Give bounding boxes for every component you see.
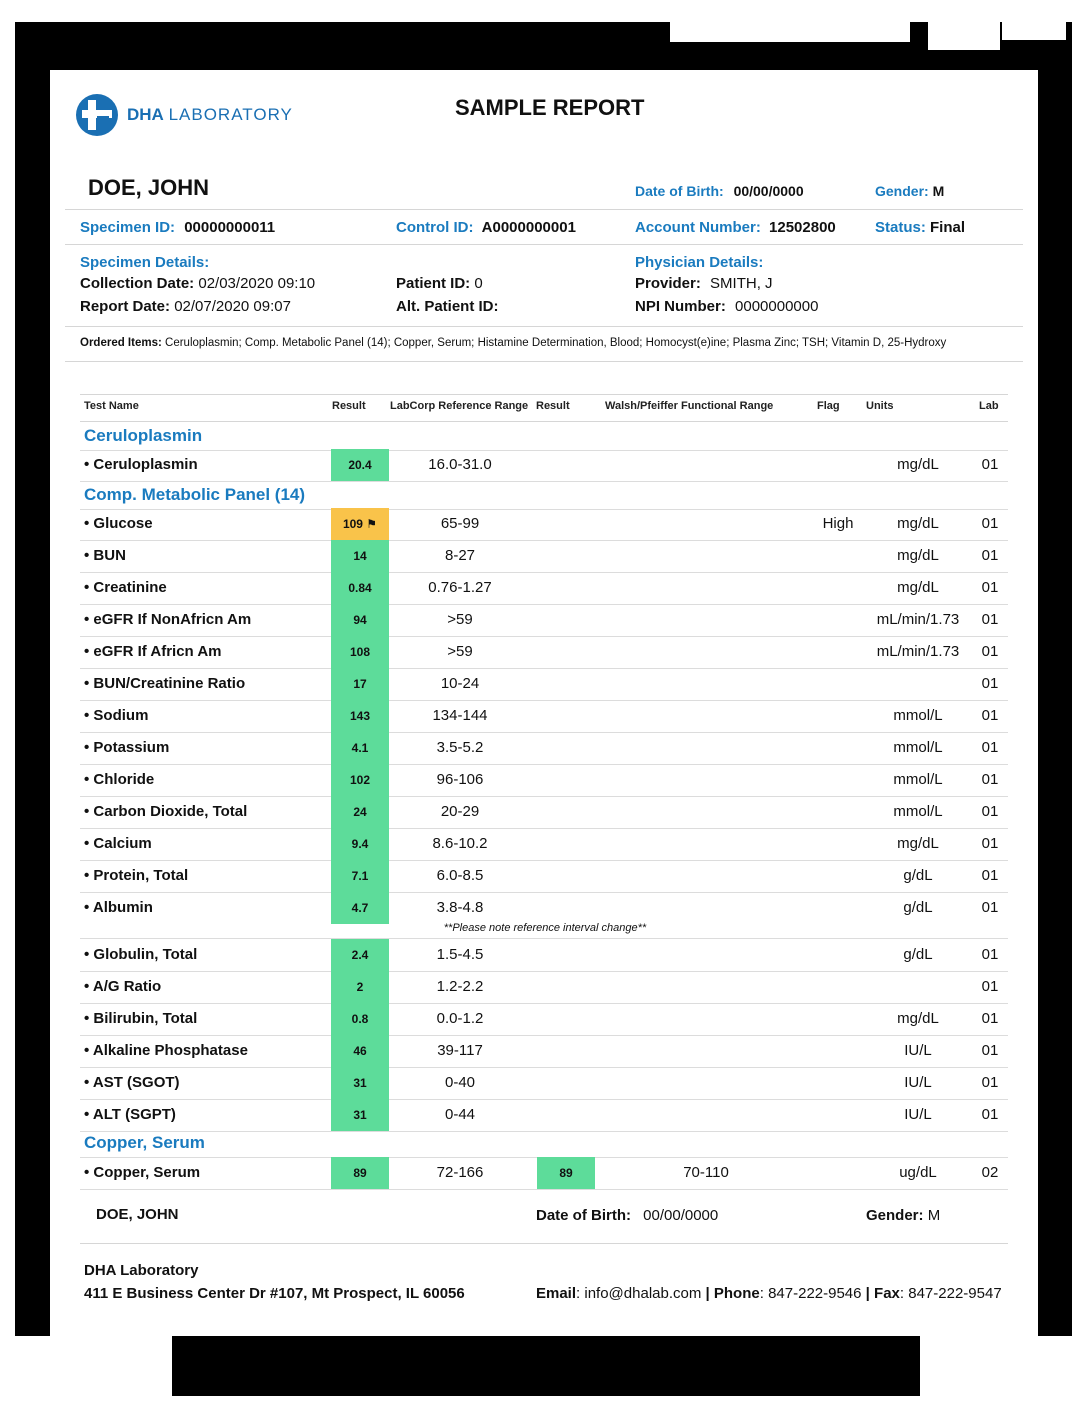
lab-code: 01	[981, 946, 999, 963]
col-test-name: Test Name	[84, 400, 139, 412]
units: mg/dL	[897, 835, 939, 852]
lab-code: 01	[981, 707, 999, 724]
ref-range: 1.2-2.2	[436, 978, 484, 995]
ordered-items-value: Ceruloplasmin; Comp. Metabolic Panel (14); Copper, Serum; Histamine Determination, Blood; Homocyst(e)ine; Plasma Zinc; TSH; Vitamin D, 25-Hydroxy	[165, 337, 947, 349]
units: mL/min/1.73	[876, 643, 960, 660]
email-label: Email	[536, 1285, 577, 1302]
units: mmol/L	[893, 771, 943, 788]
ref-range: 0.0-1.2	[436, 1010, 484, 1027]
table-row	[80, 1099, 1008, 1132]
dob-value: 00/00/0000	[733, 183, 804, 199]
footer-dob-value: 00/00/0000	[643, 1207, 719, 1224]
alt-patient-id-label: Alt. Patient ID:	[396, 298, 499, 315]
units: g/dL	[903, 899, 933, 916]
test-name: • AST (SGOT)	[84, 1074, 180, 1091]
result-cell: 2	[331, 971, 389, 1003]
reference-note: **Please note reference interval change**	[443, 922, 647, 934]
control-id-value: A0000000001	[481, 219, 576, 236]
provider-label: Provider:	[635, 275, 701, 292]
result-cell: 20.4	[331, 449, 389, 481]
ref-range: 65-99	[440, 515, 480, 532]
section-cmp	[80, 481, 1008, 510]
table-row	[80, 636, 1008, 669]
patient-id-value: 0	[474, 275, 483, 292]
ref-range: 8-27	[444, 547, 476, 564]
result-cell: 9.4	[331, 828, 389, 860]
test-name: • Carbon Dioxide, Total	[84, 803, 248, 820]
test-name: • Alkaline Phosphatase	[84, 1042, 248, 1059]
logo-icon	[75, 92, 121, 138]
specimen-details-title: Specimen Details:	[80, 254, 210, 271]
logo-text-lab: LABORATORY	[168, 105, 293, 124]
footer-patient-name: DOE, JOHN	[96, 1206, 179, 1223]
table-row	[80, 1035, 1008, 1068]
ref-range: 3.5-5.2	[436, 739, 484, 756]
ref-range: 96-106	[436, 771, 484, 788]
result-cell: 89	[331, 1157, 389, 1189]
lab-code: 01	[981, 1042, 999, 1059]
collection-date-label: Collection Date:	[80, 275, 195, 292]
lab-code: 01	[981, 835, 999, 852]
test-name: • ALT (SGPT)	[84, 1106, 176, 1123]
table-row	[80, 796, 1008, 829]
units: mmol/L	[893, 707, 943, 724]
result-cell: 4.7	[331, 892, 389, 924]
gender-label: Gender:	[875, 183, 929, 199]
test-name: • eGFR If Africn Am	[84, 643, 222, 660]
scan-tab	[928, 22, 1000, 50]
result-cell: 24	[331, 796, 389, 828]
divider	[65, 209, 1023, 210]
specimen-id-label: Specimen ID:	[80, 219, 176, 236]
lab-code: 01	[981, 978, 999, 995]
account-value: 12502800	[769, 219, 836, 236]
result-cell: 0.8	[331, 1003, 389, 1035]
divider	[65, 361, 1023, 362]
test-name: • BUN	[84, 547, 126, 564]
specimen-id-value: 00000000011	[184, 219, 276, 236]
units: IU/L	[904, 1074, 932, 1091]
ref-range: 20-29	[440, 803, 480, 820]
npi-value: 0000000000	[735, 298, 819, 315]
control-id-label: Control ID:	[396, 219, 474, 236]
dob-label: Date of Birth:	[635, 183, 724, 199]
result-cell: 108	[331, 636, 389, 668]
logo-text-dha: DHA	[127, 105, 164, 124]
report-page	[50, 70, 1038, 1336]
lab-code: 01	[981, 675, 999, 692]
result-cell: 46	[331, 1035, 389, 1067]
test-name: • Albumin	[84, 899, 153, 916]
test-name: • Copper, Serum	[84, 1164, 201, 1181]
ref-range: 3.8-4.8	[436, 899, 484, 916]
table-row	[80, 668, 1008, 701]
units: mg/dL	[897, 579, 939, 596]
ref-range: 10-24	[440, 675, 480, 692]
fax-label: Fax	[874, 1285, 900, 1302]
test-name: • Creatinine	[84, 579, 167, 596]
units: g/dL	[903, 867, 933, 884]
footer-dob-label: Date of Birth:	[536, 1207, 631, 1224]
test-name: • Globulin, Total	[84, 946, 198, 963]
test-name: • Ceruloplasmin	[84, 456, 198, 473]
lab-code: 01	[981, 803, 999, 820]
status-value: Final	[930, 219, 966, 236]
gender-value: M	[932, 183, 945, 199]
divider	[80, 1243, 1008, 1244]
lab-code: 02	[981, 1164, 999, 1181]
section-title: Ceruloplasmin	[84, 426, 203, 445]
test-name: • Bilirubin, Total	[84, 1010, 198, 1027]
col-units: Units	[866, 400, 894, 412]
lab-code: 01	[981, 1106, 999, 1123]
ref-range: 16.0-31.0	[428, 456, 492, 473]
footer-address: 411 E Business Center Dr #107, Mt Prospect, IL 60056	[84, 1285, 465, 1302]
table-row	[80, 572, 1008, 605]
lab-code: 01	[981, 899, 999, 916]
ref-range: >59	[447, 643, 473, 660]
col-flag: Flag	[817, 400, 840, 412]
email-value[interactable]: info@dhalab.com	[584, 1285, 702, 1302]
lab-code: 01	[981, 867, 999, 884]
test-name: • BUN/Creatinine Ratio	[84, 675, 246, 692]
scan-border-right	[1038, 22, 1072, 1336]
footer-gender-value: M	[927, 1207, 941, 1224]
result-cell: 17	[331, 668, 389, 700]
col-result: Result	[332, 400, 366, 412]
footer-lab-name: DHA Laboratory	[84, 1262, 199, 1279]
logo	[75, 92, 315, 138]
ref-range: 0-40	[444, 1074, 476, 1091]
patient-id-label: Patient ID:	[396, 275, 471, 292]
collection-date-value: 02/03/2020 09:10	[198, 275, 316, 292]
provider-value: SMITH, J	[710, 275, 773, 292]
patient-name: DOE, JOHN	[88, 175, 210, 200]
ref-range: 72-166	[436, 1164, 484, 1181]
ref-range: 8.6-10.2	[432, 835, 488, 852]
phone-label: Phone	[713, 1285, 760, 1302]
result-cell: 102	[331, 764, 389, 796]
table-row	[80, 1003, 1008, 1036]
table-row	[80, 540, 1008, 573]
test-name: • Protein, Total	[84, 867, 189, 884]
units: mg/dL	[897, 547, 939, 564]
ref-range: >59	[447, 611, 473, 628]
table-row	[80, 971, 1008, 1004]
scan-tab	[670, 22, 910, 42]
result-cell: 143	[331, 700, 389, 732]
result-cell: 14	[331, 540, 389, 572]
result-cell: 94	[331, 604, 389, 636]
table-row	[80, 700, 1008, 733]
units: ug/dL	[899, 1164, 937, 1181]
result-cell: 4.1	[331, 732, 389, 764]
ref-range: 1.5-4.5	[436, 946, 484, 963]
col-lab: Lab	[979, 400, 999, 412]
footer-gender-label: Gender:	[866, 1207, 924, 1224]
lab-code: 01	[981, 611, 999, 628]
test-name: • Potassium	[84, 739, 170, 756]
lab-code: 01	[981, 515, 999, 532]
flag: High	[822, 515, 854, 532]
section-copper	[80, 1129, 1008, 1158]
result-cell: 31	[331, 1067, 389, 1099]
table-row	[80, 939, 1008, 972]
report-date-label: Report Date:	[80, 298, 171, 315]
test-name: • Glucose	[84, 515, 153, 532]
scan-border-left	[15, 22, 50, 1336]
units: mmol/L	[893, 739, 943, 756]
scan-tab	[1002, 22, 1066, 40]
ordered-items-label: Ordered Items:	[80, 337, 162, 349]
table-row	[80, 1157, 1008, 1190]
scan-border-bottom	[172, 1336, 920, 1396]
ref-range: 134-144	[432, 707, 488, 724]
ref-range: 39-117	[437, 1042, 483, 1059]
npi-label: NPI Number:	[635, 298, 726, 315]
units: IU/L	[904, 1042, 932, 1059]
test-name: • Chloride	[84, 771, 155, 788]
table-row	[80, 508, 1008, 541]
lab-code: 01	[981, 1010, 999, 1027]
units: mmol/L	[893, 803, 943, 820]
test-name: • Sodium	[84, 707, 149, 724]
units: mg/dL	[897, 456, 939, 473]
units: mL/min/1.73	[876, 611, 960, 628]
phone-value: 847-222-9546	[768, 1285, 862, 1302]
lab-code: 01	[981, 643, 999, 660]
account-label: Account Number:	[635, 219, 761, 236]
section-ceruloplasmin	[80, 422, 1008, 451]
lab-code: 01	[981, 547, 999, 564]
result-cell: 2.4	[331, 939, 389, 971]
col-result-2: Result	[536, 400, 570, 412]
lab-code: 01	[981, 579, 999, 596]
result-cell: 7.1	[331, 860, 389, 892]
table-row	[80, 828, 1008, 861]
report-title: SAMPLE REPORT	[455, 95, 645, 120]
test-name: • A/G Ratio	[84, 978, 162, 995]
fax-value: 847-222-9547	[908, 1285, 1002, 1302]
lab-code: 01	[981, 1074, 999, 1091]
result-cell: 31	[331, 1099, 389, 1131]
report-date-value: 02/07/2020 09:07	[174, 298, 291, 315]
lab-code: 01	[981, 456, 999, 473]
ref-range: 0.76-1.27	[428, 579, 492, 596]
divider	[65, 244, 1023, 245]
table-row	[80, 764, 1008, 797]
functional-range: 70-110	[683, 1164, 729, 1181]
ref-range: 6.0-8.5	[436, 867, 484, 884]
units: IU/L	[904, 1106, 932, 1123]
scan-border-top	[15, 22, 1072, 70]
table-row	[80, 732, 1008, 765]
functional-result-cell: 89	[537, 1157, 595, 1189]
units: mg/dL	[897, 515, 939, 532]
status-label: Status:	[875, 219, 926, 236]
footer-contacts: Email: info@dhalab.com | Phone: 847-222-9546 | Fax: 847-222-9547	[536, 1285, 1002, 1302]
table-row	[80, 1067, 1008, 1100]
col-ref-range: LabCorp Reference Range	[390, 400, 529, 412]
section-title: Comp. Metabolic Panel (14)	[84, 485, 306, 504]
test-name: • eGFR If NonAfricn Am	[84, 611, 252, 628]
divider	[65, 326, 1023, 327]
units: g/dL	[903, 946, 933, 963]
test-name: • Calcium	[84, 835, 152, 852]
section-title: Copper, Serum	[84, 1133, 205, 1152]
lab-code: 01	[981, 771, 999, 788]
col-functional-range: Walsh/Pfeiffer Functional Range	[605, 400, 774, 412]
table-top-rule	[80, 394, 1008, 395]
result-cell: 0.84	[331, 572, 389, 604]
table-row	[80, 604, 1008, 637]
physician-details-title: Physician Details:	[635, 254, 764, 271]
result-cell-high: 109 ⚑	[331, 508, 389, 540]
lab-code: 01	[981, 739, 999, 756]
table-row	[80, 449, 1008, 482]
ref-range: 0-44	[444, 1106, 476, 1123]
units: mg/dL	[897, 1010, 939, 1027]
table-row	[80, 860, 1008, 893]
